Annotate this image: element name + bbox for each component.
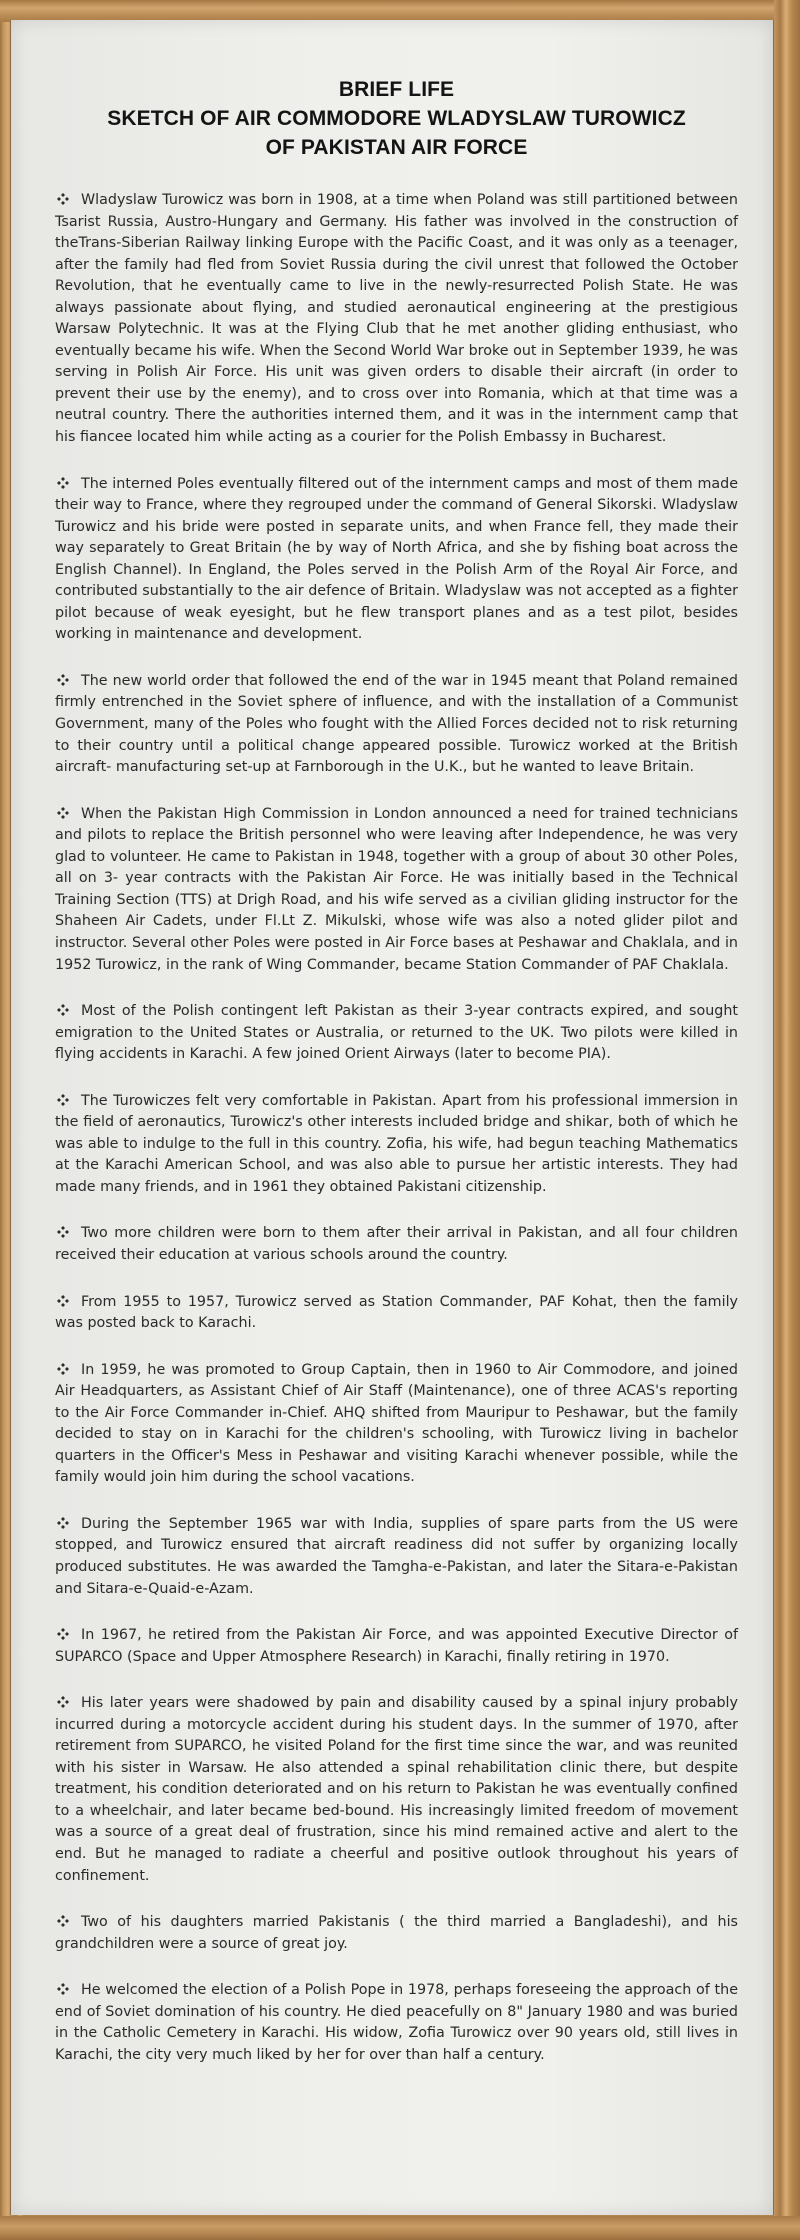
- four-diamond-bullet-icon: [57, 674, 69, 686]
- four-diamond-bullet-icon: [57, 1295, 69, 1307]
- wooden-frame-bottom: [0, 2216, 800, 2240]
- paragraph: [55, 1091, 738, 1199]
- paragraph-text: Two more children were born to them after their arrival in Pakistan, and all four children received their education at various schools around the country.: [55, 1225, 738, 1263]
- paragraph-text: He welcomed the election of a Polish Pope in 1978, perhaps foreseeing the approach of the end of Soviet domination of his country. He died peacefully on 8" January 1980 and was buried in the Catholic Cemetery in Karachi. His widow, Zofia Turowicz over 90 years old, still lives in Karachi, the city very much liked by her for over than half a century.: [55, 1982, 738, 2063]
- paragraph-list: [55, 190, 738, 2066]
- four-diamond-bullet-icon: [57, 1004, 69, 1016]
- title-line-1: BRIEF LIFE: [338, 78, 455, 101]
- paragraph-text: During the September 1965 war with India, supplies of spare parts from the US were stopped, and Turowicz ensured that aircraft readiness did not suffer by organizing locally produced substitutes. He was awarded the Tamgha-e-Pakistan, and later the Sitara-e-Pakistan and Sitara-e-Quaid-e-Azam.: [55, 1515, 738, 1597]
- paragraph: [55, 1292, 738, 1335]
- paragraph-text: The Turowiczes felt very comfortable in Pakistan. Apart from his professional immersion in the field of aeronautics, Turowicz's other interests included bridge and shikar, both of which he was able to indulge to the full in this country. Zofia, his wife, had begun teaching Mathematics at the Karachi American School, and was also able to pursue her artistic interests. They had made many friends, and in 1961 they obtained Pakistani citizenship.: [55, 1092, 738, 1195]
- paragraph-text: Most of the Polish contingent left Pakistan as their 3-year contracts expired, and sought emigration to the United States or Australia, or returned to the UK. Two pilots were killed in flying accidents in Karachi. A few joined Orient Airways (later to become PIA).: [55, 1003, 738, 1063]
- paragraph: [55, 474, 738, 646]
- paragraph-text: In 1967, he retired from the Pakistan Air Force, and was appointed Executive Director of SUPARCO (Space and Upper Atmosphere Research) in Karachi, finally retiring in 1970.: [55, 1627, 738, 1665]
- four-diamond-bullet-icon: [57, 1696, 69, 1708]
- paragraph-text: In 1959, he was promoted to Group Captain, then in 1960 to Air Commodore, and joined Air Headquarters, as Assistant Chief of Air Staff (Maintenance), one of three ACAS's reporting to the Air Force Commander in-Chief. AHQ shifted from Mauripur to Peshawar, but the family decided to stay on in Karachi for the children's schooling, with Turowicz living in bachelor quarters in the Officer's Mess in Peshawar and visiting Karachi whenever possible, while the family would join him during the school vacations.: [55, 1361, 738, 1486]
- four-diamond-bullet-icon: [57, 1915, 69, 1927]
- four-diamond-bullet-icon: [57, 1363, 69, 1375]
- title-line-3: OF PAKISTAN AIR FORCE: [265, 136, 528, 159]
- paragraph: [55, 1001, 738, 1066]
- four-diamond-bullet-icon: [57, 1094, 69, 1106]
- four-diamond-bullet-icon: [57, 1226, 69, 1238]
- paragraph-text: Two of his daughters married Pakistanis ( the third married a Bangladeshi), and his grandchildren were a source of great joy.: [55, 1914, 738, 1952]
- biography-panel: [10, 20, 774, 2215]
- four-diamond-bullet-icon: [57, 477, 69, 489]
- four-diamond-bullet-icon: [57, 193, 69, 205]
- paragraph-text: When the Pakistan High Commission in London announced a need for trained technicians and pilots to replace the British personnel who were leaving after Independence, he was very glad to volunteer. He came to Pakistan in 1948, together with a group of about 30 other Poles, all on 3- year contracts with the Pakistan Air Force. He was initially based in the Technical Training Section (TTS) at Drigh Road, and his wife served as a civilian gliding instructor for the Shaheen Air Cadets, under Fl.Lt Z. Mikulski, whose wife was also a noted glider pilot and instructor. Several other Poles were posted in Air Force bases at Peshawar and Chaklala, and in 1952 Turowicz, in the rank of Wing Commander, became Station Commander of PAF Chaklala.: [55, 805, 738, 973]
- paragraph: [55, 804, 738, 976]
- four-diamond-bullet-icon: [57, 1517, 69, 1529]
- paragraph-text: Wladyslaw Turowicz was born in 1908, at a time when Poland was still partitioned between Tsarist Russia, Austro-Hungary and Germany. His father was involved in the construction of theTrans-Siberian Railway linking Europe with the Pacific Coast, and it was only as a teenager, after the family had fled from Soviet Russia during the civil unrest that followed the October Revolution, that he eventually came to live in the newly-resurrected Polish State. He was always passionate about flying, and studied aeronautical engineering at the prestigious Warsaw Polytechnic. It was at the Flying Club that he met another gliding enthusiast, who eventually became his wife. When the Second World War broke out in September 1939, he was serving in Polish Air Force. His unit was given orders to disable their aircraft (in order to prevent their use by the enemy), and to cross over into Romania, which at that time was a neutral country. There the authorities interned them, and it was in the internment camp that his fiancee located him while acting as a courier for the Polish Embassy in Bucharest.: [55, 192, 738, 446]
- paragraph: [55, 1625, 738, 1668]
- four-diamond-bullet-icon: [57, 1628, 69, 1640]
- page-title: [55, 75, 738, 162]
- paragraph: [55, 1360, 738, 1489]
- wooden-frame-right: [774, 0, 800, 2240]
- paragraph-text: His later years were shadowed by pain and disability caused by a spinal injury probably incurred during a motorcycle accident during his student days. In the summer of 1970, after retirement from SUPARCO, he visited Poland for the first time since the war, and was reunited with his sister in Warsaw. He also attended a spinal rehabilitation clinic there, but despite treatment, his condition deteriorated and on his return to Pakistan he was eventually confined to a wheelchair, and later became bed-bound. His increasingly limited freedom of movement was a source of a great deal of frustration, since his mind remained active and alert to the end. But he managed to radiate a cheerful and positive outlook throughout his years of confinement.: [55, 1695, 738, 1884]
- paragraph: [55, 1223, 738, 1266]
- paragraph-text: The new world order that followed the end of the war in 1945 meant that Poland remained firmly entrenched in the Soviet sphere of influence, and with the installation of a Communist Government, many of the Poles who fought with the Allied Forces decided not to risk returning to their country until a political change appeared possible. Turowicz worked at the British aircraft- manufacturing set-up at Farnborough in the U.K., but he wanted to leave Britain.: [55, 672, 738, 776]
- four-diamond-bullet-icon: [57, 1983, 69, 1995]
- wooden-frame-top: [0, 0, 800, 22]
- four-diamond-bullet-icon: [57, 807, 69, 819]
- paragraph: [55, 671, 738, 779]
- paragraph: [55, 1514, 738, 1600]
- paragraph: [55, 1980, 738, 2066]
- paragraph: [55, 1693, 738, 1887]
- paragraph-text: The interned Poles eventually filtered out of the internment camps and most of them made their way to France, where they regrouped under the command of General Sikorski. Wladyslaw Turowicz and his bride were posted in separate units, and when France fell, they made their way separately to Great Britain (he by way of North Africa, and she by fishing boat across the English Channel). In England, the Poles served in the Polish Arm of the Royal Air Force, and contributed substantially to the air defence of Britain. Wladyslaw was not accepted as a fighter pilot because of weak eyesight, but he flew transport planes and as a test pilot, besides working in maintenance and development.: [55, 475, 738, 643]
- paragraph-text: From 1955 to 1957, Turowicz served as Station Commander, PAF Kohat, then the family was posted back to Karachi.: [55, 1293, 738, 1332]
- paragraph: [55, 190, 738, 449]
- biography-content: [55, 75, 738, 2091]
- title-line-2: SKETCH OF AIR COMMODORE WLADYSLAW TUROWICZ: [107, 107, 686, 130]
- paragraph: [55, 1912, 738, 1955]
